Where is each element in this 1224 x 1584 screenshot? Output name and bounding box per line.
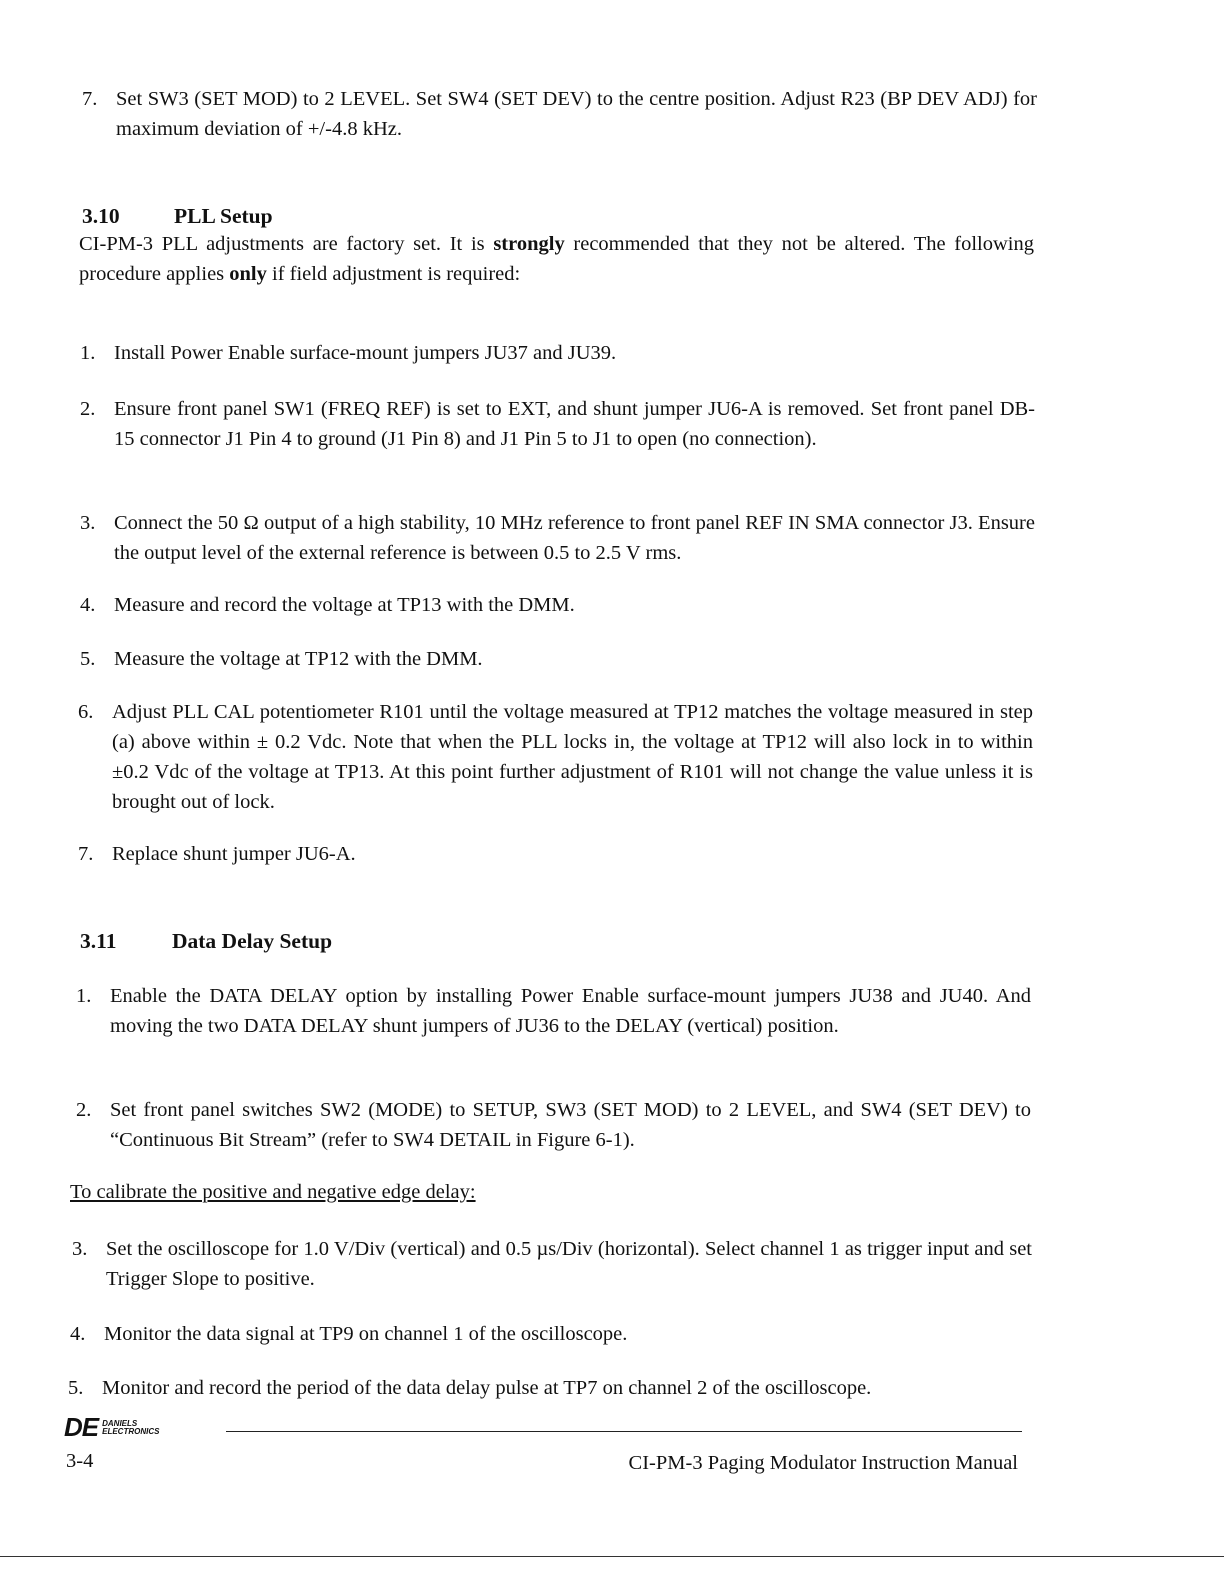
section-heading-3-10 <box>82 201 273 231</box>
company-logo <box>64 1412 160 1442</box>
list-item <box>80 590 1035 620</box>
list-item <box>70 1319 1030 1349</box>
section-title: PLL Setup <box>174 204 273 228</box>
list-item <box>72 1234 1032 1294</box>
step-text: Set front panel switches SW2 (MODE) to SETUP, SW3 (SET MOD) to 2 LEVEL, and SW4 (SET DEV) to “Continuous Bit Stream” (refer to SW4 DETAIL in Figure 6-1). <box>110 1099 1031 1151</box>
step-text: Monitor the data signal at TP9 on channel 1 of the oscilloscope. <box>104 1323 628 1345</box>
subheading-calibrate: To calibrate the positive and negative edge delay: <box>70 1181 476 1203</box>
step-text: Connect the 50 Ω output of a high stability, 10 MHz reference to front panel REF IN SMA connector J3. Ensure the output level of the external reference is between 0.5 to 2.5 V rms. <box>114 512 1035 564</box>
scan-edge-line <box>0 1556 1224 1557</box>
step-text: Set the oscilloscope for 1.0 V/Div (vertical) and 0.5 µs/Div (horizontal). Select channel 1 as trigger input and set Trigger Slope to positive. <box>106 1238 1032 1290</box>
list-item <box>78 697 1033 817</box>
step-number: 1. <box>80 342 96 364</box>
section-intro: CI-PM-3 PLL adjustments are factory set. It is strongly recommended that they not be altered. The following procedure applies only if field adjustment is required: <box>79 233 1034 285</box>
list-item <box>80 394 1035 454</box>
step-text: Enable the DATA DELAY option by installing Power Enable surface-mount jumpers JU38 and JU40. And moving the two DATA DELAY shunt jumpers of JU36 to the DELAY (vertical) position. <box>110 985 1031 1037</box>
step-number: 2. <box>76 1099 92 1121</box>
step-number: 5. <box>68 1377 84 1399</box>
step-text: Install Power Enable surface-mount jumpers JU37 and JU39. <box>114 342 617 364</box>
step-text: Adjust PLL CAL potentiometer R101 until the voltage measured at TP12 matches the voltage measured in step (a) above within ± 0.2 Vdc. Note that when the PLL locks in, the voltage at TP12 will also lock in to within ±0.2 Vdc of the voltage at TP13. At this point further adjustment of R101 will not change the value unless it is brought out of lock. <box>112 701 1033 813</box>
step-number: 1. <box>76 985 92 1007</box>
list-item <box>80 508 1035 568</box>
logo-wordmark: DANIELS ELECTRONICS <box>102 1419 160 1436</box>
step-text: Monitor and record the period of the data delay pulse at TP7 on channel 2 of the oscilloscope. <box>102 1377 872 1399</box>
step-text: Set SW3 (SET MOD) to 2 LEVEL. Set SW4 (SET DEV) to the centre position. Adjust R23 (BP DEV ADJ) for maximum deviation of +/-4.8 kHz. <box>116 88 1037 140</box>
footer-divider <box>226 1431 1022 1432</box>
step-number: 6. <box>78 701 94 723</box>
list-item <box>78 839 1033 869</box>
step-number: 3. <box>72 1238 88 1260</box>
step-number: 4. <box>80 594 96 616</box>
step-text: Measure the voltage at TP12 with the DMM. <box>114 648 483 670</box>
section-title: Data Delay Setup <box>172 929 333 953</box>
list-item <box>76 981 1031 1041</box>
step-text: Ensure front panel SW1 (FREQ REF) is set to EXT, and shunt jumper JU6-A is removed. Set front panel DB-15 connector J1 Pin 4 to ground (J1 Pin 8) and J1 Pin 5 to J1 to open (no connection). <box>114 398 1035 450</box>
list-item <box>68 1373 1028 1403</box>
logo-mark: DE <box>64 1412 99 1442</box>
step-number: 3. <box>80 512 96 534</box>
page-number: 3-4 <box>66 1450 94 1472</box>
list-item <box>76 1095 1031 1155</box>
step-number: 4. <box>70 1323 86 1345</box>
list-item <box>80 644 1035 674</box>
step-number: 7. <box>82 88 98 110</box>
emphasis-strongly: strongly <box>493 233 565 255</box>
step-text: Replace shunt jumper JU6-A. <box>112 843 356 865</box>
section-number: 3.10 <box>82 204 120 228</box>
emphasis-only: only <box>229 263 267 285</box>
manual-title: CI-PM-3 Paging Modulator Instruction Manual <box>628 1452 1018 1474</box>
list-item <box>80 338 1035 368</box>
step-number: 7. <box>78 843 94 865</box>
list-item <box>82 84 1037 144</box>
step-text: Measure and record the voltage at TP13 with the DMM. <box>114 594 575 616</box>
step-number: 2. <box>80 398 96 420</box>
section-heading-3-11 <box>80 926 332 956</box>
step-number: 5. <box>80 648 96 670</box>
section-number: 3.11 <box>80 929 117 953</box>
